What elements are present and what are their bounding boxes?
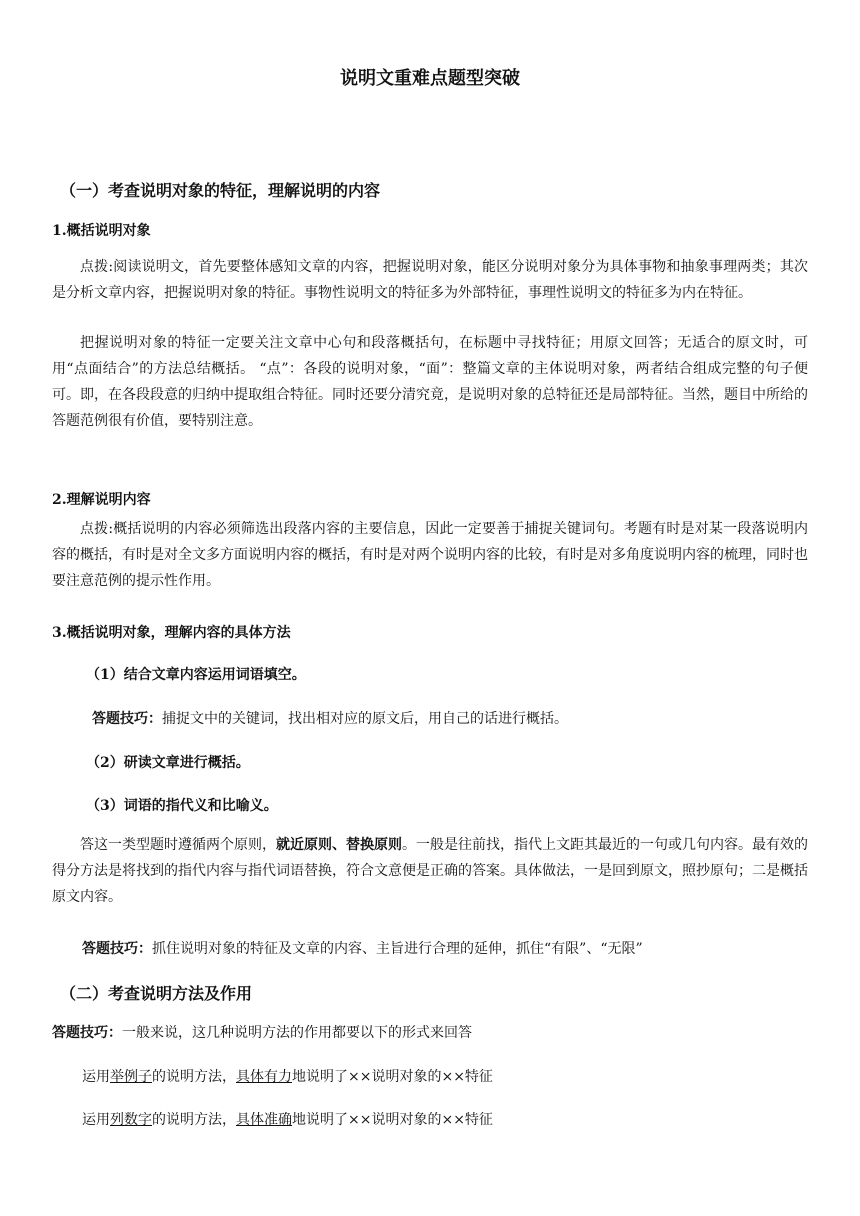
section-2-heading: （二）考查说明方法及作用 xyxy=(60,984,253,1003)
item-3: （3）词语的指代义和比喻义。 xyxy=(86,798,278,814)
method-line-2-mid: 的说明方法， xyxy=(152,1112,236,1128)
tip-1-label: 答题技巧： xyxy=(92,711,162,727)
method-line-1-effect: 具体有力 xyxy=(236,1069,292,1085)
method-line-2-post: 地说明了××说明对象的××特征 xyxy=(292,1112,493,1128)
method-line-2-effect: 具体准确 xyxy=(236,1112,292,1128)
item-1: （1）结合文章内容运用词语填空。 xyxy=(86,667,306,683)
method-line-1-post: 地说明了××说明对象的××特征 xyxy=(292,1069,493,1085)
principle-intro: 答这一类型题时遵循两个原则， xyxy=(80,837,276,853)
tip-1-text: 捕捉文中的关键词，找出相对应的原文后，用自己的话进行概括。 xyxy=(162,711,568,727)
item-2: （2）研读文章进行概括。 xyxy=(86,755,250,771)
tip-3-label: 答题技巧： xyxy=(52,1025,122,1041)
method-line-1-mid: 的说明方法， xyxy=(152,1069,236,1085)
paragraph-1-1: 点拨:阅读说明文，首先要整体感知文章的内容，把握说明对象，能区分说明对象分为具体事物和抽象事理两类；其次是分析文章内容，把握说明对象的特征。事物性说明文的特征多为外部特征，事理性说明文的特征多为内在特征。 xyxy=(52,259,808,301)
subsection-1-heading: 1.概括说明对象 xyxy=(52,223,151,239)
paragraph-1-2: 把握说明对象的特征一定要关注文章中心句和段落概括句，在标题中寻找特征；用原文回答；无适合的原文时，可用“点面结合”的方法总结概括。 “点”：各段的说明对象，“面”：整篇文章的主体说明对象，两者结合组成完整的句子便可。即，在各段段意的归纳中提取组合特征。同时还要分清究竟，是说明对象的总特征还是局部特征。当然，题目中所给的答题范例很有价值，要特别注意。 xyxy=(52,335,808,429)
subsection-2-heading: 2.理解说明内容 xyxy=(52,492,151,508)
tip-2-label: 答题技巧： xyxy=(82,941,152,957)
method-line-2-method: 列数字 xyxy=(110,1112,152,1128)
method-line-1-method: 举例子 xyxy=(110,1069,152,1085)
paragraph-2-1: 点拨:概括说明的内容必须筛选出段落内容的主要信息，因此一定要善于捕捉关键词句。考题有时是对某一段落说明内容的概括，有时是对全文多方面说明内容的概括，有时是对两个说明内容的比较，有时是对多角度说明内容的梳理，同时也要注意范例的提示性作用。 xyxy=(52,521,808,589)
section-1-heading: （一）考查说明对象的特征，理解说明的内容 xyxy=(60,181,381,200)
tip-1 xyxy=(92,708,568,728)
page-title: 说明文重难点题型突破 xyxy=(340,68,520,89)
tip-2-text: 抓住说明对象的特征及文章的内容、主旨进行合理的延伸，抓住“有限”、“无限” xyxy=(152,941,643,957)
subsection-3-heading: 3.概括说明对象，理解内容的具体方法 xyxy=(52,625,291,641)
method-line-2-pre: 运用 xyxy=(82,1112,110,1128)
principle-names: 就近原则、替换原则 xyxy=(276,837,402,853)
method-line-2 xyxy=(82,1109,493,1129)
tip-3-text: 一般来说，这几种说明方法的作用都要以下的形式来回答 xyxy=(122,1025,472,1041)
tip-3 xyxy=(52,1022,472,1042)
principle-detail: 。一般是往前找，指代上文距其最近的一句或几句内容。最有效的得分方法是将找到的指代内容与指代词语替换，符合文意便是正确的答案。具体做法，一是回到原文，照抄原句；二是概括原文内容。 xyxy=(52,837,808,905)
paragraph-3-1 xyxy=(52,832,808,910)
tip-2 xyxy=(82,938,643,958)
method-line-1-pre: 运用 xyxy=(82,1069,110,1085)
method-line-1 xyxy=(82,1066,493,1086)
